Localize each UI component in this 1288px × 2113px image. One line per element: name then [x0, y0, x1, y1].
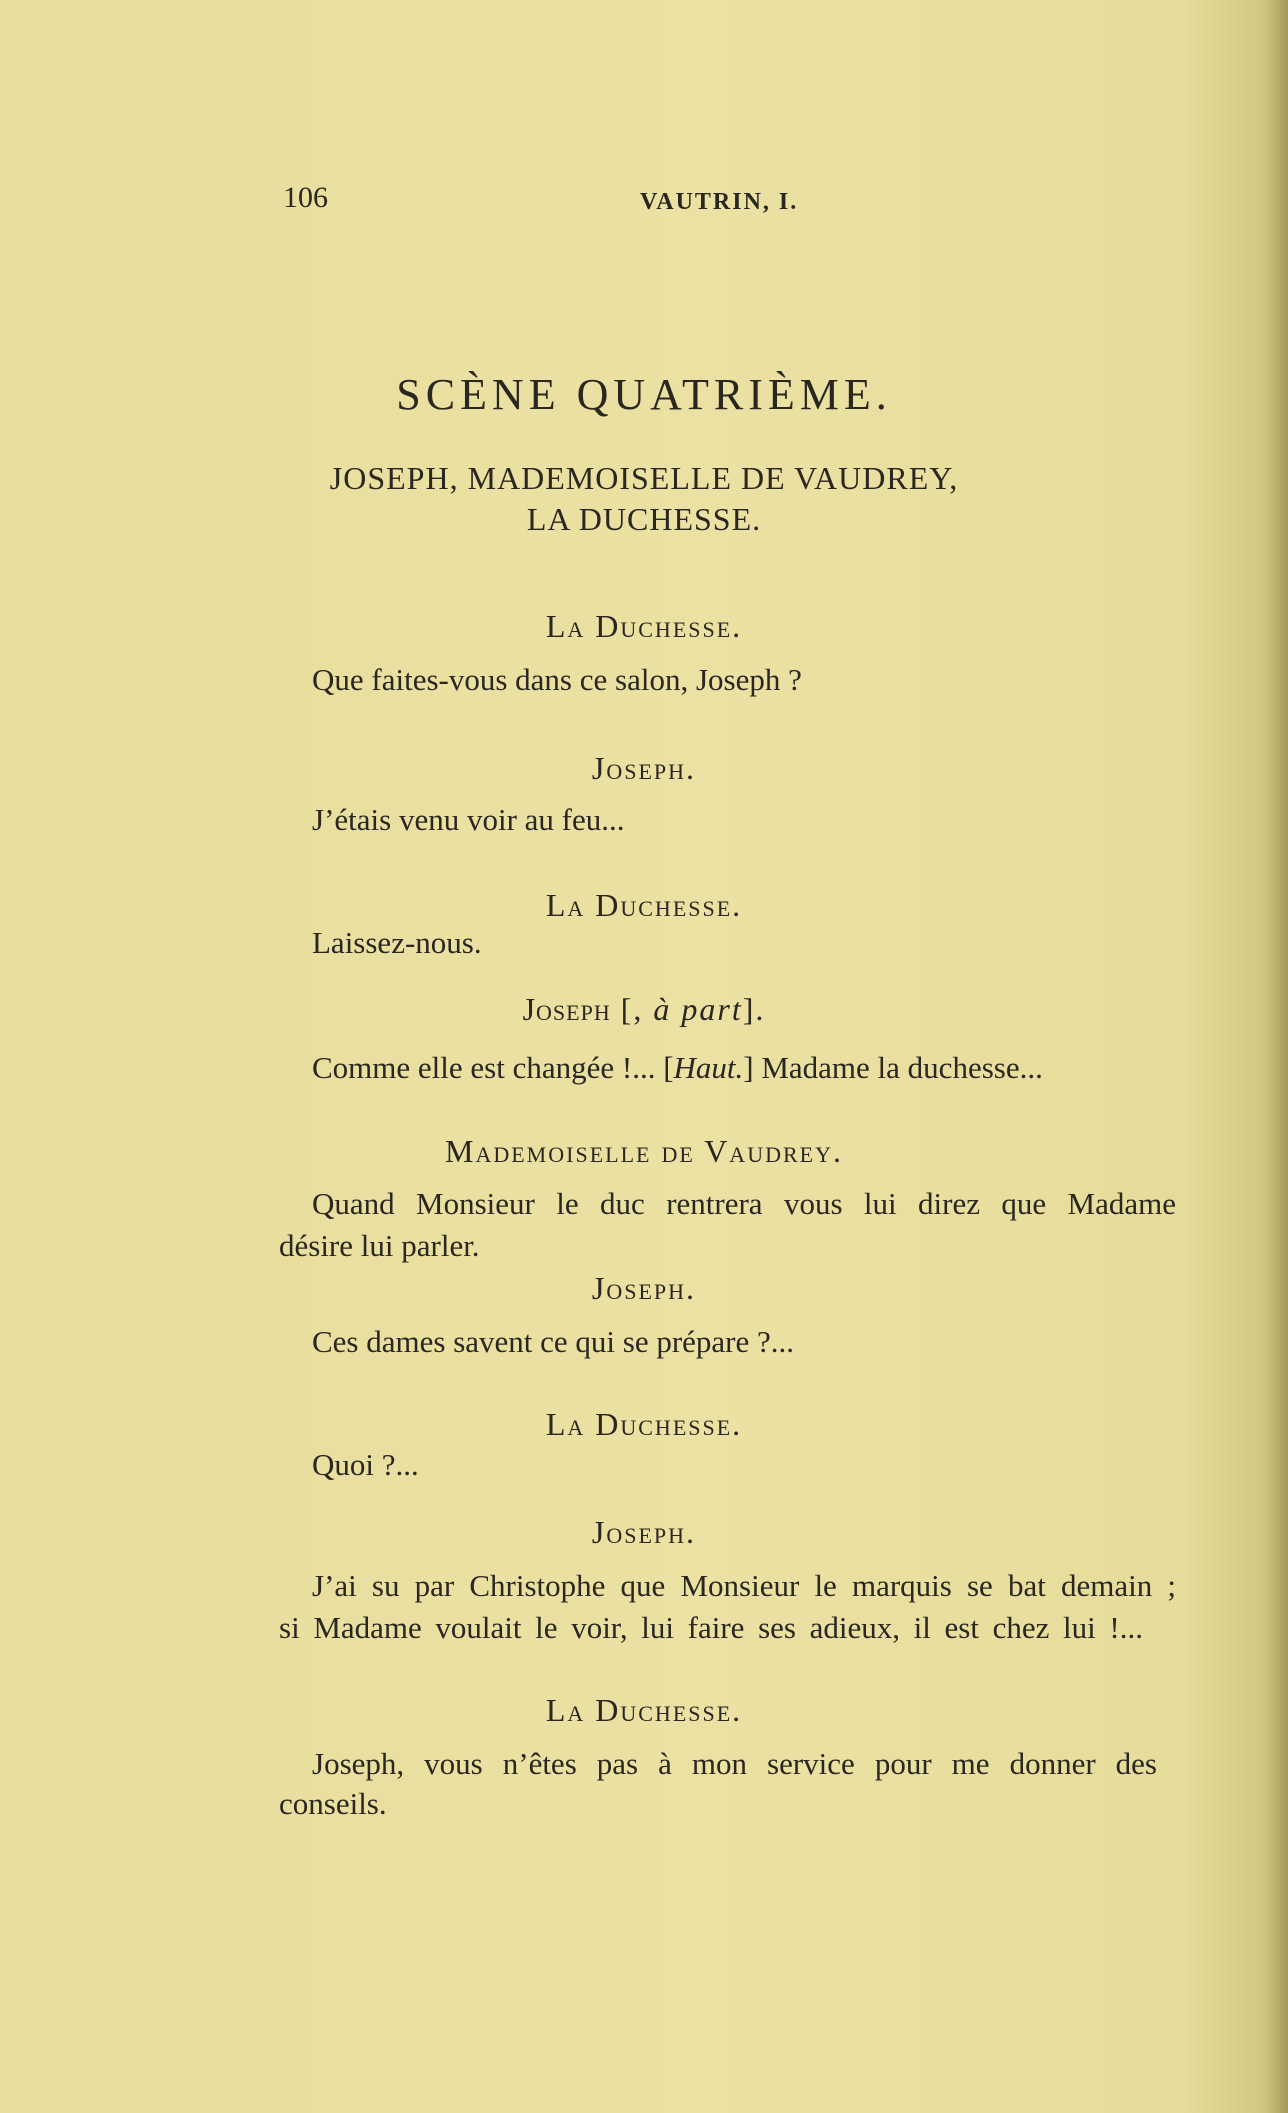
speech-line: J’étais venu voir au feu...: [312, 802, 625, 837]
cast-list-line-2: LA DUCHESSE.: [526, 501, 762, 537]
speech-line: Quand Monsieur le duc rentrera vous lui direz que Madame: [312, 1186, 1176, 1221]
speaker-name: La Duchesse.: [545, 608, 743, 644]
speaker-name: Joseph.: [591, 1514, 697, 1550]
stage-direction: à part: [653, 991, 743, 1027]
speech-line: si Madame voulait le voir, lui faire ses adieux, il est chez lui !...: [279, 1610, 1143, 1645]
speech-text: Comme elle est changée !... [: [312, 1050, 674, 1085]
speech-line: Que faites-vous dans ce salon, Joseph ?: [312, 662, 802, 697]
speech-line: Joseph, vous n’êtes pas à mon service pour me donner des: [312, 1746, 1157, 1781]
bracket-open: [,: [610, 991, 654, 1027]
speaker-name: Joseph.: [591, 1270, 697, 1306]
speaker-name: La Duchesse.: [545, 1406, 743, 1442]
speaker-name: La Duchesse.: [545, 887, 743, 923]
speaker-name: La Duchesse.: [545, 1692, 743, 1728]
speech-line: Ces dames savent ce qui se prépare ?...: [312, 1324, 795, 1359]
speech-line: conseils.: [279, 1786, 387, 1821]
speech-text: ] Madame la duchesse...: [743, 1050, 1043, 1085]
speech-line: J’ai su par Christophe que Monsieur le marquis se bat demain ;: [312, 1568, 1176, 1603]
stage-direction: Haut.: [673, 1050, 744, 1085]
cast-list-line-1: JOSEPH, MADEMOISELLE DE VAUDREY,: [329, 460, 959, 496]
speaker-name: Joseph.: [591, 750, 697, 786]
speaker-with-direction: [0, 989, 1288, 1029]
speaker-name: Mademoiselle de Vaudrey.: [445, 1133, 843, 1169]
speech-line: Laissez-nous.: [312, 925, 482, 960]
scene-title: SCÈNE QUATRIÈME.: [396, 370, 892, 419]
page-number: 106: [283, 181, 328, 214]
bracket-close: ].: [742, 991, 766, 1027]
page-edge-shadow: [1264, 0, 1288, 2113]
speech-line: Quoi ?...: [312, 1447, 419, 1482]
speech-line: [312, 1048, 1043, 1088]
speaker-name: Joseph: [522, 991, 611, 1027]
running-title: VAUTRIN, I.: [640, 189, 799, 215]
speech-line: désire lui parler.: [279, 1228, 480, 1263]
